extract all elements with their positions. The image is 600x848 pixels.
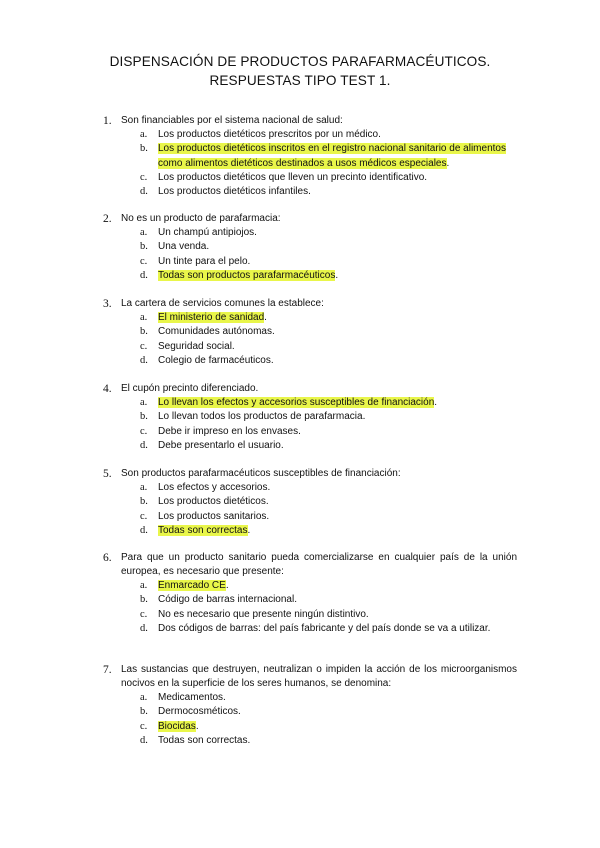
- option-text: Medicamentos.: [158, 692, 226, 703]
- highlighted-answer: Todas son productos parafarmacéuticos: [158, 269, 336, 281]
- option-text: Los efectos y accesorios.: [158, 482, 271, 493]
- option-letter: d.: [140, 354, 148, 366]
- question-1: [103, 114, 517, 199]
- option-d-correct: [140, 524, 517, 538]
- option-letter: d.: [140, 622, 148, 634]
- option-text: Los productos dietéticos que lleven un precinto identificativo.: [158, 171, 428, 183]
- option-a: [140, 481, 517, 495]
- option-b: [140, 705, 517, 719]
- option-text: Todas son correctas.: [158, 734, 251, 746]
- option-d: [140, 185, 517, 199]
- question-text: La cartera de servicios comunes la establece:: [121, 298, 324, 309]
- option-letter: d.: [140, 734, 148, 746]
- option-b: [140, 325, 517, 339]
- option-a: [140, 128, 517, 142]
- option-letter: d.: [140, 524, 148, 536]
- option-letter: b.: [140, 706, 148, 718]
- option-d: [140, 439, 517, 453]
- question-2: [103, 212, 517, 283]
- option-text: Dos códigos de barras: del país fabricante y del país donde se va a utilizar.: [158, 622, 491, 634]
- option-text: Los productos dietéticos.: [158, 496, 269, 508]
- option-text: Código de barras internacional.: [158, 594, 297, 606]
- option-letter: a.: [140, 129, 148, 140]
- answer-period: .: [446, 157, 450, 169]
- question-text: Para que un producto sanitario pueda comercializarse en cualquier país de la unión europea, es necesario que presente:: [121, 552, 517, 577]
- question-text: Son financiables por el sistema nacional de salud:: [121, 115, 343, 126]
- answer-period: .: [195, 720, 199, 732]
- question-4: [103, 382, 517, 453]
- question-text: Las sustancias que destruyen, neutralizan o impiden la acción de los microorganismos nocivos en la superficie de los seres humanos, se denomina:: [121, 664, 517, 689]
- option-letter: a.: [140, 227, 148, 238]
- option-text: Debe ir impreso en los envases.: [158, 425, 301, 437]
- question-text: No es un producto de parafarmacia:: [121, 213, 281, 224]
- option-letter: c.: [140, 425, 148, 437]
- question-number: 6.: [103, 552, 112, 564]
- option-text: Los productos sanitarios.: [158, 510, 270, 522]
- option-letter: c.: [140, 510, 148, 522]
- highlighted-answer: El ministerio de sanidad: [158, 312, 265, 323]
- question-number: 1.: [103, 115, 112, 127]
- option-letter: c.: [140, 720, 148, 732]
- option-text: Colegio de farmacéuticos.: [158, 354, 274, 366]
- answer-period: .: [264, 312, 267, 323]
- option-letter: b.: [140, 241, 148, 253]
- option-text: Un champú antipiojos.: [158, 227, 257, 238]
- option-c: [140, 255, 517, 269]
- options-list: [103, 226, 517, 283]
- option-letter: c.: [140, 171, 148, 183]
- option-a: [140, 226, 517, 240]
- option-a-correct: [140, 311, 517, 325]
- question-7: [103, 663, 517, 748]
- option-letter: d.: [140, 186, 148, 198]
- option-b: [140, 410, 517, 424]
- option-c: [140, 340, 517, 354]
- question-text: El cupón precinto diferenciado.: [121, 383, 259, 394]
- option-text: No es necesario que presente ningún distintivo.: [158, 608, 369, 620]
- option-text: Una venda.: [158, 241, 210, 253]
- options-list: [103, 311, 517, 368]
- option-letter: a.: [140, 580, 148, 591]
- options-list: [103, 128, 517, 199]
- option-b: [140, 495, 517, 509]
- question-number: 7.: [103, 664, 112, 676]
- option-letter: b.: [140, 496, 148, 508]
- option-a-correct: [140, 396, 517, 410]
- option-text: Un tinte para el pelo.: [158, 255, 251, 267]
- option-text: Los productos dietéticos prescritos por un médico.: [158, 129, 381, 140]
- question-text: Son productos parafarmacéuticos susceptibles de financiación:: [121, 468, 401, 479]
- option-a-correct: [140, 579, 517, 593]
- question-number: 5.: [103, 468, 112, 480]
- answer-period: .: [434, 397, 438, 408]
- option-c: [140, 171, 517, 185]
- option-b: [140, 593, 517, 607]
- option-letter: c.: [140, 255, 148, 267]
- option-a: [140, 691, 517, 705]
- option-d: [140, 734, 517, 748]
- highlighted-answer: Lo llevan los efectos y accesorios susceptibles de financiación: [158, 397, 435, 408]
- option-c-correct: [140, 720, 517, 734]
- options-list: [103, 579, 517, 636]
- option-letter: a.: [140, 482, 148, 493]
- option-letter: a.: [140, 692, 148, 703]
- option-letter: c.: [140, 608, 148, 620]
- answer-period: .: [225, 580, 229, 591]
- option-text: Lo llevan todos los productos de parafarmacia.: [158, 411, 366, 423]
- option-c: [140, 608, 517, 622]
- option-text: Seguridad social.: [158, 340, 235, 352]
- option-c: [140, 425, 517, 439]
- option-letter: a.: [140, 312, 148, 323]
- answer-period: .: [247, 524, 251, 536]
- option-letter: b.: [140, 411, 148, 423]
- option-text: Dermocosméticos.: [158, 706, 241, 718]
- options-list: [103, 396, 517, 453]
- question-6: [103, 551, 517, 636]
- option-d-correct: [140, 269, 517, 283]
- option-b: [140, 240, 517, 254]
- option-letter: d.: [140, 269, 148, 281]
- options-list: [103, 481, 517, 538]
- option-letter: a.: [140, 397, 148, 408]
- question-5: [103, 467, 517, 538]
- question-number: 3.: [103, 298, 112, 310]
- highlighted-answer: Biocidas: [158, 720, 196, 732]
- option-text: Comunidades autónomas.: [158, 326, 275, 338]
- option-letter: b.: [140, 326, 148, 338]
- highlighted-answer: Enmarcado CE: [158, 580, 226, 591]
- option-letter: c.: [140, 340, 148, 352]
- option-c: [140, 510, 517, 524]
- option-letter: b.: [140, 143, 148, 155]
- document-title-line1: DISPENSACIÓN DE PRODUCTOS PARAFARMACÉUTICOS.: [109, 54, 491, 69]
- option-text: Los productos dietéticos infantiles.: [158, 186, 311, 198]
- option-letter: d.: [140, 439, 148, 451]
- option-b-correct: [140, 142, 517, 171]
- answer-period: .: [335, 269, 339, 281]
- option-d: [140, 354, 517, 368]
- options-list: [103, 691, 517, 748]
- option-d: [140, 622, 517, 636]
- highlighted-answer: Todas son correctas: [158, 524, 248, 536]
- option-text: Debe presentarlo el usuario.: [158, 439, 284, 451]
- question-number: 4.: [103, 383, 112, 395]
- document-title-line2: RESPUESTAS TIPO TEST 1.: [209, 73, 391, 88]
- question-3: [103, 297, 517, 368]
- highlighted-answer: Los productos dietéticos inscritos en el registro nacional sanitario de alimentos como alimentos dietéticos destinados a usos médicos especiales: [158, 143, 506, 169]
- question-number: 2.: [103, 213, 112, 225]
- option-letter: b.: [140, 594, 148, 606]
